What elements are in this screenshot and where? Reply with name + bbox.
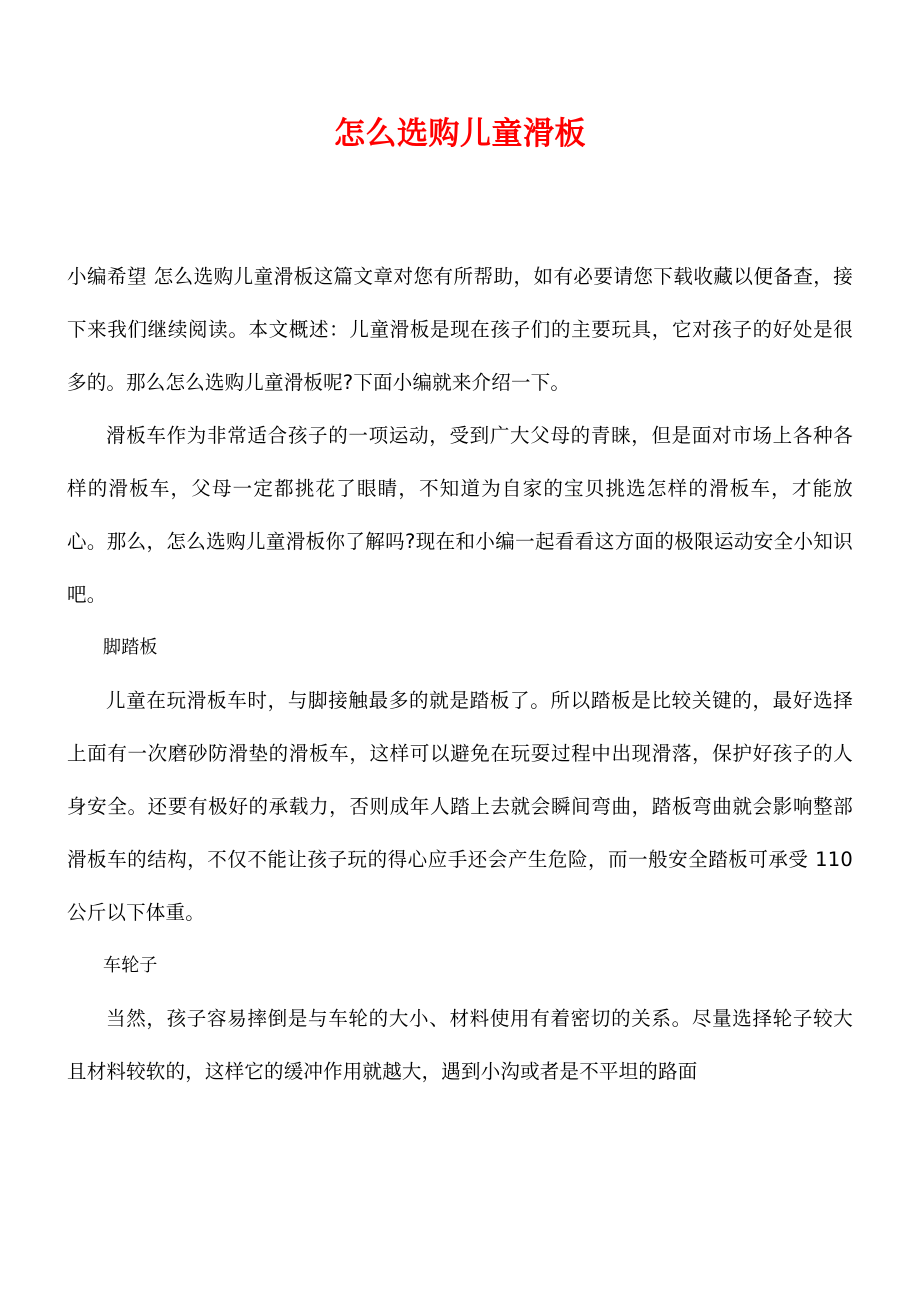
section-heading: 车轮子 — [103, 955, 158, 976]
body-paragraph: 儿童在玩滑板车时，与脚接触最多的就是踏板了。所以踏板是比较关键的，最好选择上面有一次磨砂防滑垫的滑板车，这样可以避免在玩耍过程中出现滑落，保护好孩子的人身安全。还要有极好的承载力，否则成年人踏上去就会瞬间弯曲，踏板弯曲就会影响整部滑板车的结构，不仅不能让孩子玩的得心应手还会产生危险，而一般安全踏板可承受 110 公斤以下体重。 — [67, 689, 853, 924]
page-title: 怎么选购儿童滑板 — [334, 116, 586, 152]
body-paragraph: 滑板车作为非常适合孩子的一项运动，受到广大父母的青睐，但是面对市场上各种各样的滑板车，父母一定都挑花了眼睛，不知道为自家的宝贝挑选怎样的滑板车，才能放心。那么，怎么选购儿童滑板你了解吗?现在和小编一起看看这方面的极限运动安全小知识吧。 — [67, 424, 853, 606]
section-heading: 脚踏板 — [103, 637, 158, 658]
document-body — [67, 250, 853, 1098]
body-paragraph: 小编希望 怎么选购儿童滑板这篇文章对您有所帮助，如有必要请您下载收藏以便备查，接下来我们继续阅读。本文概述：儿童滑板是现在孩子们的主要玩具，它对孩子的好处是很多的。那么怎么选购儿童滑板呢?下面小编就来介绍一下。 — [67, 265, 853, 394]
body-paragraph: 当然，孩子容易摔倒是与车轮的大小、材料使用有着密切的关系。尽量选择轮子较大且材料较软的，这样它的缓冲作用就越大，遇到小沟或者是不平坦的路面 — [67, 1007, 853, 1083]
